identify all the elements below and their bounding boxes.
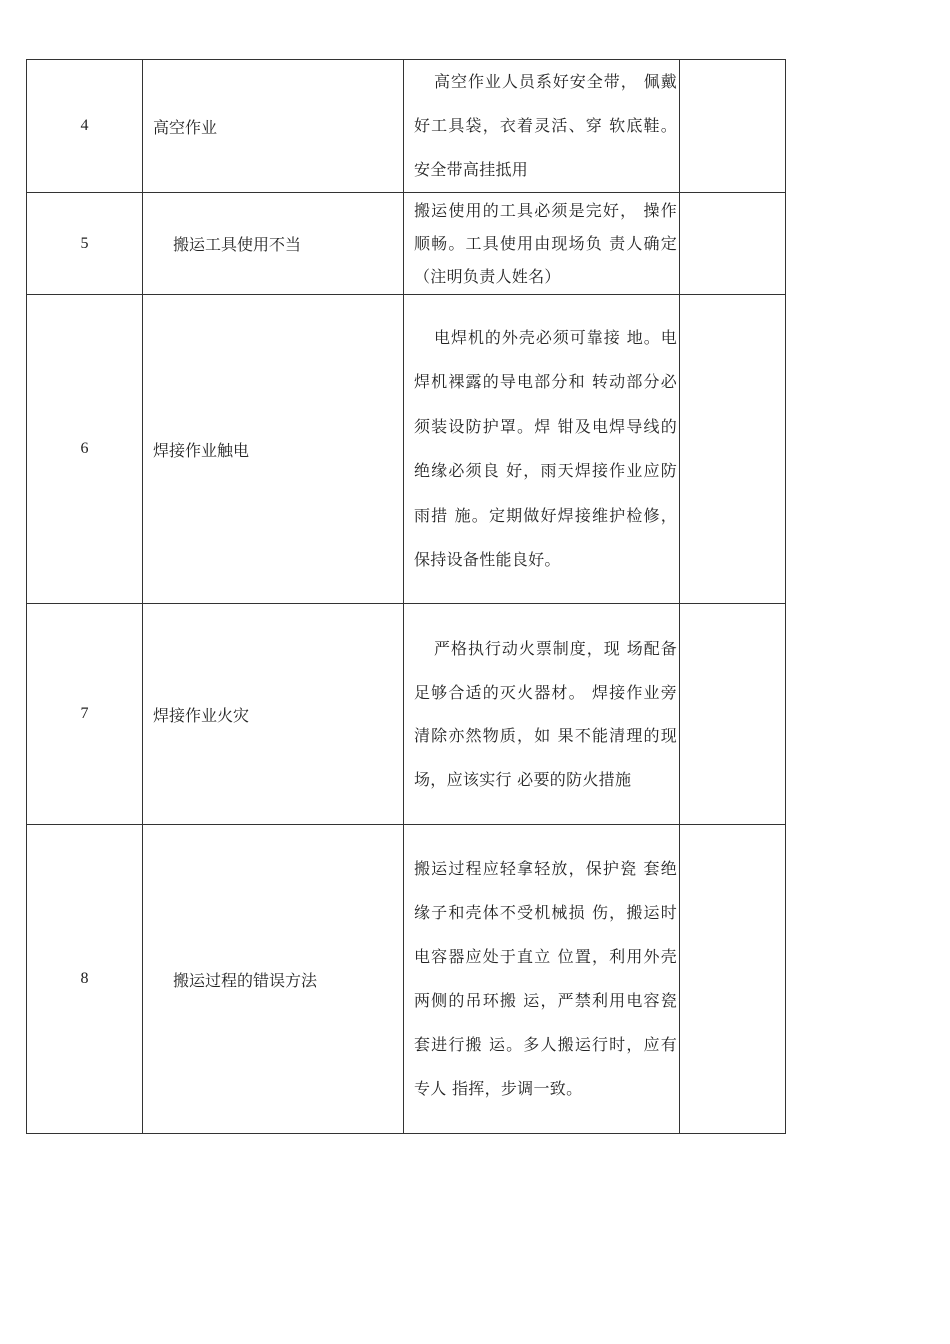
measure-text: 高空作业人员系好安全带， 佩戴好工具袋，衣着灵活、穿 软底鞋。安全带高挂抵用	[414, 72, 677, 179]
table-row	[27, 295, 786, 604]
row-number: 6	[27, 295, 143, 604]
remarks-cell	[680, 604, 786, 825]
row-number: 7	[27, 604, 143, 825]
row-number: 4	[27, 60, 143, 193]
remarks-cell	[680, 825, 786, 1134]
hazard-cell	[143, 60, 404, 193]
measure-cell	[404, 193, 680, 295]
remarks-cell	[680, 295, 786, 604]
table-row	[27, 60, 786, 193]
safety-measures-table	[26, 59, 786, 1134]
hazard-text: 高空作业	[153, 117, 218, 137]
hazard-cell	[143, 604, 404, 825]
hazard-text: 焊接作业触电	[153, 440, 250, 460]
table-row	[27, 825, 786, 1134]
measure-cell	[404, 295, 680, 604]
measure-text: 严格执行动火票制度，现 场配备足够合适的灭火器材。 焊接作业旁清除亦然物质，如 果不能清理的现场，应该实行 必要的防火措施	[414, 639, 677, 789]
table-row	[27, 604, 786, 825]
hazard-text: 搬运工具使用不当	[173, 235, 302, 254]
hazard-cell	[143, 193, 404, 295]
hazard-cell	[143, 295, 404, 604]
measure-cell	[404, 60, 680, 193]
row-number: 8	[27, 825, 143, 1134]
hazard-text: 搬运过程的错误方法	[173, 970, 318, 990]
measure-cell	[404, 604, 680, 825]
measure-text: 搬运使用的工具必须是完好， 操作顺畅。工具使用由现场负 责人确定（注明负责人姓名）	[414, 201, 677, 286]
remarks-cell	[680, 60, 786, 193]
hazard-cell	[143, 825, 404, 1134]
measure-text: 电焊机的外壳必须可靠接 地。电焊机裸露的导电部分和 转动部分必须装设防护罩。焊 钳及电焊导线的绝缘必须良 好，雨天焊接作业应防雨措 施。定期做好焊接维护检修， 保持设备性能良好。	[414, 327, 677, 569]
measure-text: 搬运过程应轻拿轻放，保护瓷 套绝缘子和壳体不受机械损 伤，搬运时电容器应处于直立 位置，利用外壳两侧的吊环搬 运，严禁利用电容瓷套进行搬 运。多人搬运行时，应有专人 指挥，步调一致。	[414, 859, 677, 1098]
row-number: 5	[27, 193, 143, 295]
remarks-cell	[680, 193, 786, 295]
table-row	[27, 193, 786, 295]
hazard-text: 焊接作业火灾	[153, 705, 250, 725]
measure-cell	[404, 825, 680, 1134]
